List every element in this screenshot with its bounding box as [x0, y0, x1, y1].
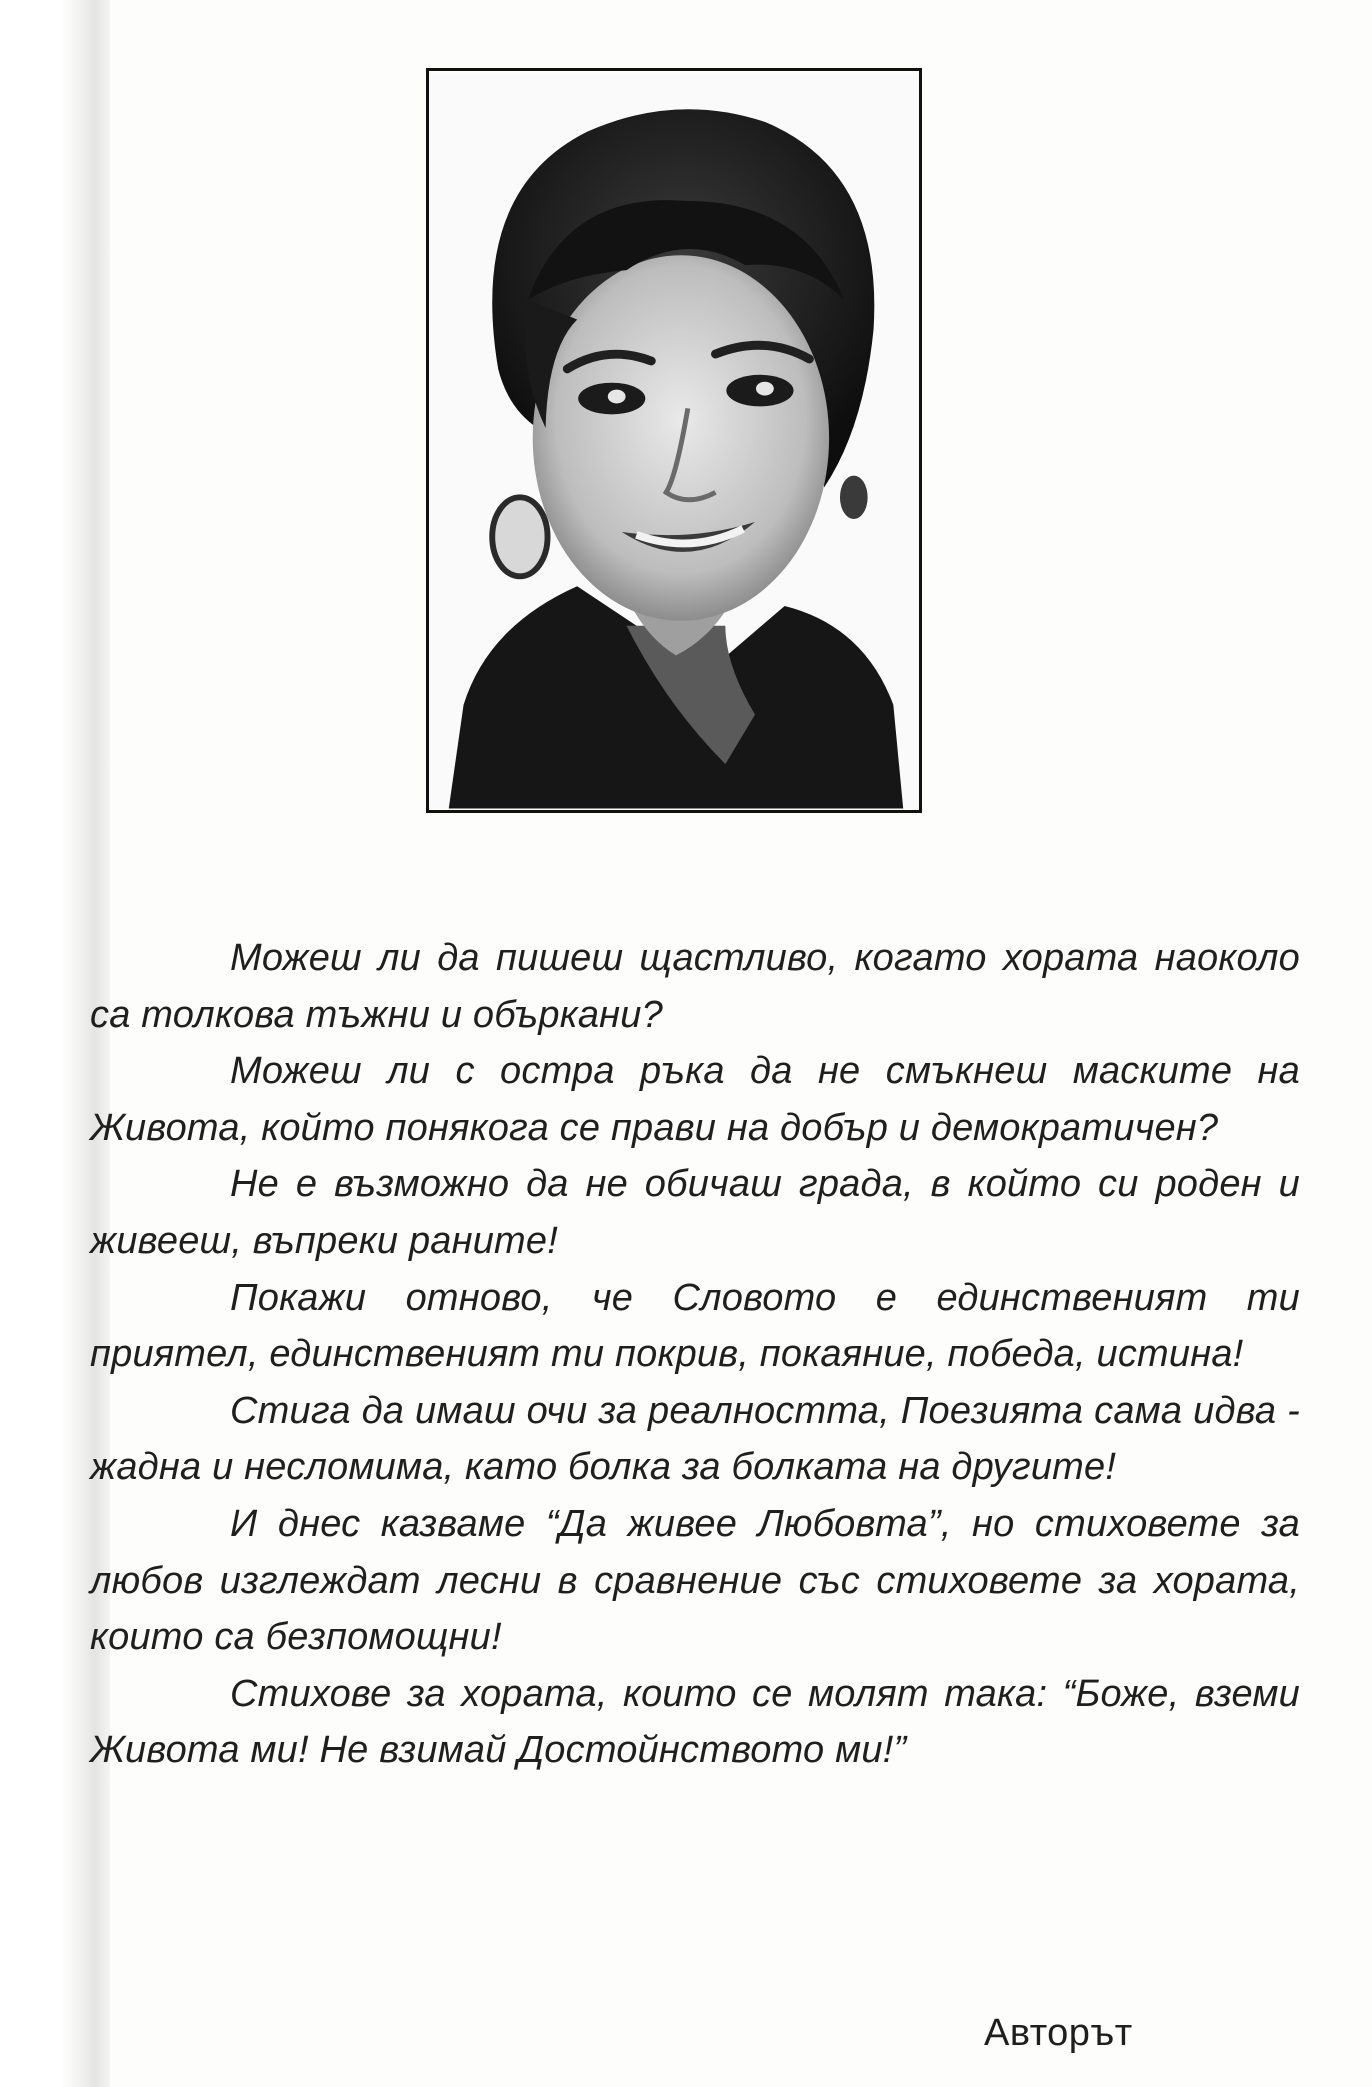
- preface-paragraph: Стига да имаш очи за реалността, Поезията сама идва - жадна и несломима, като болка за болката на другите!: [90, 1389, 1300, 1489]
- preface-text: [40, 930, 1300, 1779]
- author-signature: Авторът: [984, 2012, 1133, 2054]
- portrait-photo-illustration: [429, 71, 919, 810]
- author-portrait: [426, 68, 922, 813]
- preface-paragraph: Не е възможно да не обичаш града, в който си роден и живееш, въпреки раните!: [90, 1163, 1300, 1262]
- preface-paragraph: Стихове за хората, които се молят така: “Боже, вземи Живота ми! Не взимай Достойнството ми!”: [90, 1672, 1300, 1772]
- preface-paragraph: Покажи отново, че Словото е единственият ти приятел, единственият ти покрив, покаяние, победа, истина!: [90, 1276, 1300, 1376]
- preface-paragraph: И днес казваме “Да живее Любовта”, но стиховете за любов изглеждат лесни в сравнение със стиховете за хората, които са безпомощни!: [90, 1502, 1300, 1659]
- preface-paragraph: Можеш ли да пишеш щастливо, когато хората наоколо са толкова тъжни и объркани?: [90, 937, 1300, 1036]
- preface-paragraph: Можеш ли с остра ръка да не смъкнеш маските на Живота, който понякога се прави на добър и демократичен?: [90, 1050, 1300, 1149]
